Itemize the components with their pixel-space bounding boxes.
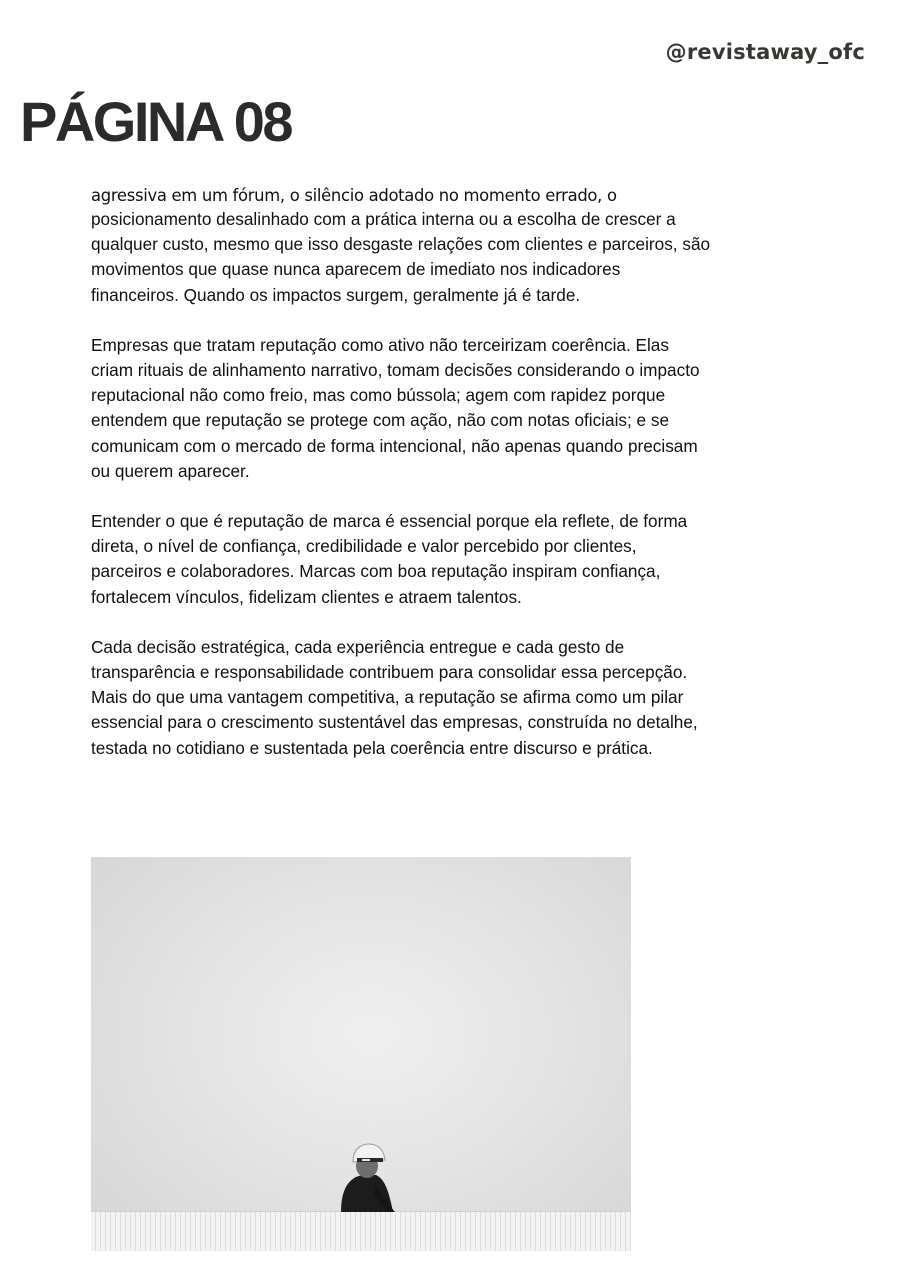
article-paragraph-4: Cada decisão estratégica, cada experiência entregue e cada gesto de transparência e responsabilidade contribuem para consolidar essa percepção. Mais do que uma vantagem competitiva, a reputação se afirma como um pilar essencial para o crescimento sustentável das empresas, construída no detalhe, testada no cotidiano e sustentada pela coerência entre discurso e prática.: [91, 636, 698, 758]
article-paragraph-3: Entender o que é reputação de marca é essencial porque ela reflete, de forma direta, o nível de confiança, credibilidade e valor percebido por clientes, parceiros e colaboradores. Marcas com boa reputação inspiram confiança, fortalecem vínculos, fidelizam clientes e atraem talentos.: [91, 511, 688, 607]
handle: @revistaway_ofc: [665, 40, 865, 64]
article-body: [91, 185, 711, 786]
article-photo: [91, 857, 631, 1251]
worker-with-hard-hat-icon: [91, 857, 631, 1251]
page-title: PÁGINA 08: [20, 90, 292, 153]
article-paragraph-2: Empresas que tratam reputação como ativo não terceirizam coerência. Elas criam rituais de alinhamento narrativo, tomam decisões considerando o impacto reputacional não como freio, mas como bússola; agem com rapidez porque entendem que reputação se protege com ação, não com notas oficiais; e se comunicam com o mercado de forma intencional, não apenas quando precisam ou querem aparecer.: [91, 334, 700, 481]
article-paragraph-1: posicionamento desalinhado com a prática interna ou a escolha de crescer a qualquer custo, mesmo que isso desgaste relações com clientes e parceiros, são movimentos que quase nunca aparecem de imediato nos indicadores financeiros. Quando os impactos surgem, geralmente já é tarde.: [91, 209, 711, 305]
article-first-line: agressiva em um fórum, o silêncio adotado no momento errado, o: [91, 186, 617, 205]
